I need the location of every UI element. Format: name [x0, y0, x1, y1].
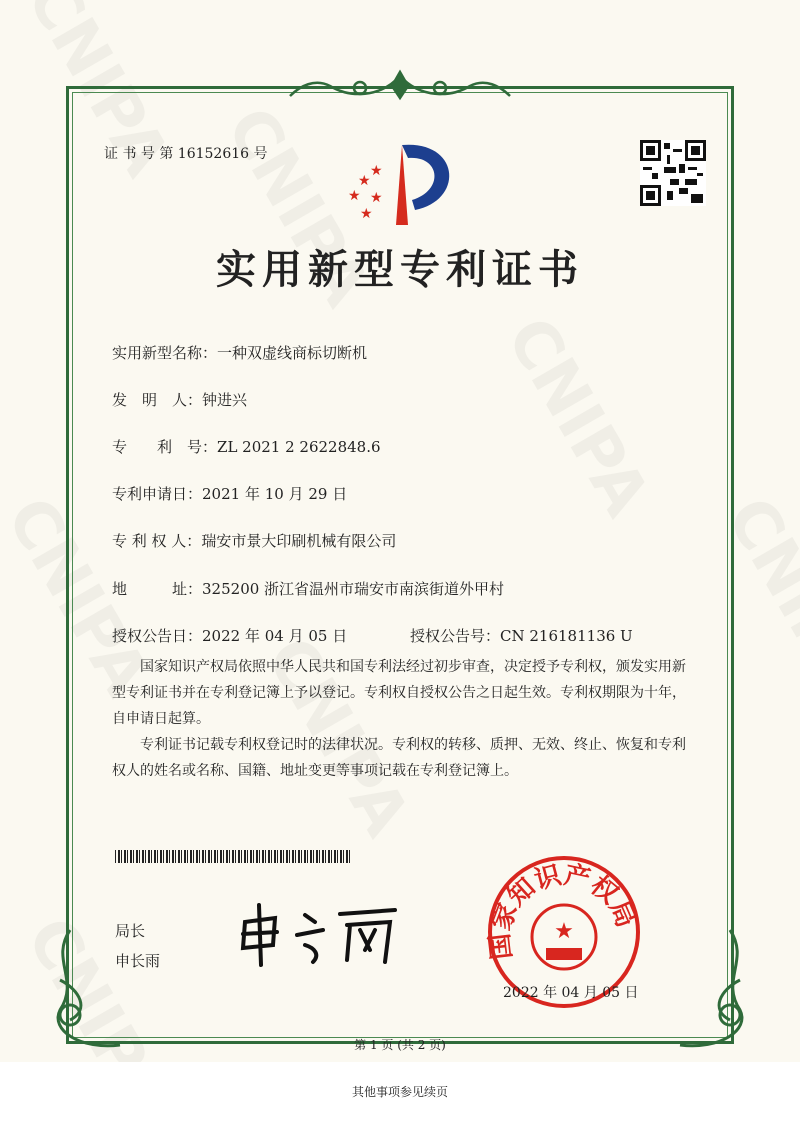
field-value: ZL 2021 2 2622848.6 — [217, 438, 381, 456]
signatory-title: 局长 — [115, 922, 146, 940]
field-value: 325200 浙江省温州市瑞安市南滨街道外甲村 — [202, 580, 505, 598]
field-label: 专 利 权 人： — [112, 532, 202, 550]
svg-text:★: ★ — [370, 163, 383, 179]
seal-date: 2022 年 04 月 05 日 — [503, 985, 639, 1001]
svg-text:★: ★ — [358, 173, 371, 189]
svg-text:★: ★ — [370, 190, 383, 206]
top-ornament — [280, 68, 520, 108]
field-patent-number — [112, 436, 381, 457]
field-value: 2021 年 10 月 29 日 — [202, 485, 348, 503]
barcode — [115, 850, 351, 863]
field-label: 发 明 人： — [112, 391, 203, 409]
field-label: 授权公告号： — [410, 627, 501, 645]
field-announcement-number — [410, 625, 633, 646]
field-address — [112, 578, 504, 599]
signatory-name: 申长雨 — [115, 952, 161, 970]
field-application-date — [112, 483, 347, 504]
field-value: 瑞安市景大印刷机械有限公司 — [201, 532, 397, 550]
svg-text:★: ★ — [360, 206, 373, 222]
field-grant-date — [112, 625, 347, 646]
field-value: 2022 年 04 月 05 日 — [202, 627, 348, 645]
field-utility-model-name — [112, 342, 367, 363]
field-label: 地 址： — [112, 580, 203, 598]
page-indicator: 第 1 页 (共 2 页) — [354, 1038, 446, 1052]
field-inventor — [112, 389, 247, 410]
cnipa-logo — [340, 140, 465, 230]
svg-text:国家知识产权局: 国家知识产权局 — [485, 860, 641, 961]
field-label: 实用新型名称： — [112, 344, 218, 362]
qr-code — [640, 140, 706, 206]
field-value: 钟进兴 — [202, 391, 248, 409]
field-value: 一种双虚线商标切断机 — [217, 344, 368, 362]
field-value: CN 216181136 U — [500, 627, 633, 645]
svg-text:★: ★ — [554, 919, 574, 944]
statement-paragraph: 专利证书记载专利权登记时的法律状况。专利权的转移、质押、无效、终止、恢复和专利权人的姓名或名称、国籍、地址变更等事项记载在专利登记簿上。 — [112, 737, 686, 779]
svg-text:★: ★ — [348, 188, 361, 204]
field-label: 专 利 号： — [112, 438, 218, 456]
field-label: 授权公告日： — [112, 627, 203, 645]
certificate-title: 实用新型专利证书 — [216, 246, 584, 293]
certificate-number: 证 书 号 第 16152616 号 — [104, 146, 268, 162]
continuation-note: 其他事项参见续页 — [351, 1085, 448, 1099]
statement-paragraph: 国家知识产权局依照中华人民共和国专利法经过初步审查，决定授予专利权，颁发实用新型专利证书并在专利登记簿上予以登记。专利权自授权公告之日起生效。专利权期限为十年，自申请日起算。 — [112, 659, 686, 727]
field-patentee — [112, 530, 396, 551]
field-label: 专利申请日： — [112, 485, 203, 503]
handwritten-signature — [235, 900, 415, 970]
